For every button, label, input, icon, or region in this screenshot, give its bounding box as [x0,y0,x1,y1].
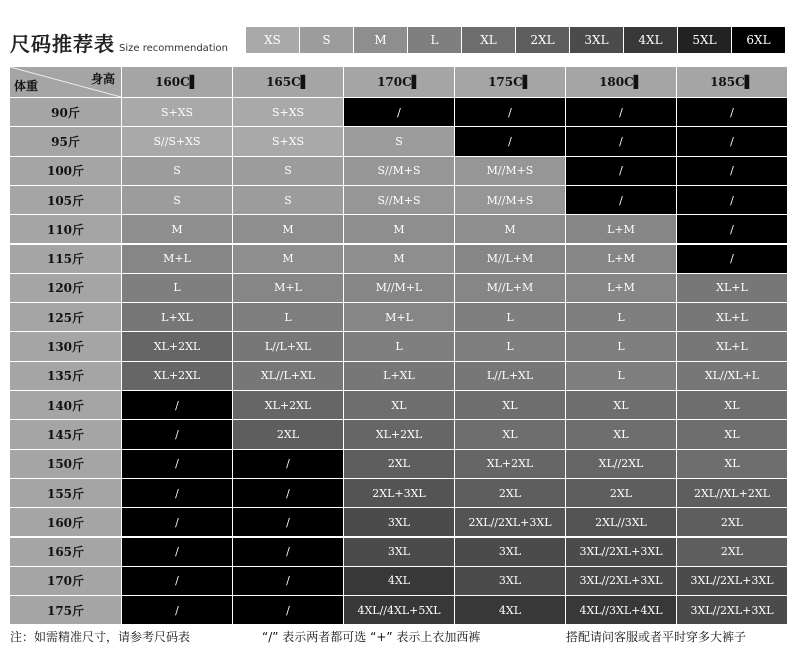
row-weight-label: 130斤 [10,332,121,360]
table-cell: L [344,332,454,360]
table-cell: S [233,186,343,214]
table-cell: / [122,450,232,478]
table-cell: XL+L [677,274,787,302]
table-cell: 4XL [344,567,454,595]
row-weight-label: 120斤 [10,274,121,302]
row-weight-label: 115斤 [10,245,121,273]
title-main: 尺码推荐表 [10,32,115,56]
table-cell: L [566,303,676,331]
table-cell: XL [677,391,787,419]
table-cell: / [566,157,676,185]
table-cell: L [566,362,676,390]
table-cell: M+L [122,245,232,273]
table-cell: / [122,596,232,624]
table-cell: / [233,596,343,624]
row-weight-label: 100斤 [10,157,121,185]
table-cell: 2XL [344,450,454,478]
footer-note-legend: “/” 表示两者都可选 “+” 表示上衣加西裤 [262,630,481,644]
table-cell: / [677,98,787,126]
table-cell: XL//L+XL [233,362,343,390]
table-cell: S//M+S [344,186,454,214]
table-cell: / [455,98,565,126]
row-weight-label: 150斤 [10,450,121,478]
table-cell: M+L [233,274,343,302]
table-cell: XL [455,391,565,419]
table-cell: / [233,479,343,507]
size-scale-bar [246,27,786,53]
table-cell: 2XL//XL+2XL [677,479,787,507]
table-cell: / [566,127,676,155]
table-cell: / [677,245,787,273]
table-cell: M [455,215,565,243]
table-cell: XL+2XL [455,450,565,478]
table-cell: S [233,157,343,185]
size-bar-6xl: 6XL [732,27,785,53]
table-cell: 2XL//2XL+3XL [455,508,565,536]
table-cell: / [122,479,232,507]
table-corner [10,67,121,97]
table-cell: / [455,127,565,155]
table-cell: 2XL//3XL [566,508,676,536]
table-cell: S+XS [233,127,343,155]
table-cell: / [233,538,343,566]
table-cell: 2XL [677,538,787,566]
size-bar-m: M [354,27,407,53]
table-cell: 3XL//2XL+3XL [677,567,787,595]
row-weight-label: 175斤 [10,596,121,624]
table-cell: / [233,450,343,478]
table-cell: L [566,332,676,360]
table-cell: L [233,303,343,331]
column-header: 185C▌ [677,67,787,97]
table-cell: L [455,332,565,360]
table-cell: / [677,157,787,185]
title-subtitle: Size recommendation [119,43,228,54]
row-weight-label: 90斤 [10,98,121,126]
table-cell: / [566,98,676,126]
table-cell: 4XL//3XL+4XL [566,596,676,624]
table-cell: 3XL [455,538,565,566]
row-weight-label: 170斤 [10,567,121,595]
table-cell: S//S+XS [122,127,232,155]
table-cell: 2XL [455,479,565,507]
row-weight-label: 125斤 [10,303,121,331]
row-weight-label: 135斤 [10,362,121,390]
table-cell: / [344,98,454,126]
table-cell: / [122,420,232,448]
table-cell: M [344,215,454,243]
footer-note-precise: 注：如需精准尺寸，请参考尺码表 [10,630,191,644]
table-cell: 3XL [455,567,565,595]
row-weight-label: 160斤 [10,508,121,536]
table-cell: M [344,245,454,273]
table-cell: 3XL//2XL+3XL [566,538,676,566]
row-weight-label: 95斤 [10,127,121,155]
table-cell: M+L [344,303,454,331]
table-cell: L+XL [122,303,232,331]
table-cell: S+XS [122,98,232,126]
table-cell: / [233,508,343,536]
table-cell: L+M [566,245,676,273]
table-cell: M//M+S [455,157,565,185]
table-cell: M [233,215,343,243]
table-cell: 2XL+3XL [344,479,454,507]
table-cell: XL [566,391,676,419]
table-cell: / [233,567,343,595]
column-header: 170C▌ [344,67,454,97]
size-bar-xl: XL [462,27,515,53]
size-bar-l: L [408,27,461,53]
table-cell: XL [566,420,676,448]
footer-note-service: 搭配请问客服或者平时穿多大裤子 [566,630,747,644]
table-cell: XL [677,450,787,478]
table-cell: 2XL [233,420,343,448]
table-cell: XL [344,391,454,419]
row-weight-label: 140斤 [10,391,121,419]
table-cell: L [122,274,232,302]
table-cell: / [122,508,232,536]
size-bar-xs: XS [246,27,299,53]
table-cell: / [677,186,787,214]
table-cell: / [122,391,232,419]
table-cell: / [677,215,787,243]
table-cell: L+M [566,274,676,302]
table-cell: 4XL [455,596,565,624]
table-cell: L [455,303,565,331]
table-cell: XL+2XL [344,420,454,448]
table-cell: 3XL//2XL+3XL [566,567,676,595]
size-bar-2xl: 2XL [516,27,569,53]
table-cell: / [677,127,787,155]
size-bar-3xl: 3XL [570,27,623,53]
table-cell: L+XL [344,362,454,390]
corner-height-label: 身高 [90,72,115,86]
column-header: 165C▌ [233,67,343,97]
table-cell: XL [677,420,787,448]
table-cell: L//L+XL [455,362,565,390]
table-cell: 3XL [344,538,454,566]
table-cell: / [566,186,676,214]
table-cell: S [122,186,232,214]
row-weight-label: 105斤 [10,186,121,214]
table-cell: M//M+L [344,274,454,302]
table-cell: XL+2XL [122,332,232,360]
table-cell: XL+L [677,303,787,331]
table-cell: M//L+M [455,245,565,273]
table-cell: M//M+S [455,186,565,214]
row-weight-label: 110斤 [10,215,121,243]
table-cell: M//L+M [455,274,565,302]
table-cell: 2XL [677,508,787,536]
column-header: 160C▌ [122,67,232,97]
table-cell: 3XL//2XL+3XL [677,596,787,624]
table-cell: XL [455,420,565,448]
table-cell: XL//2XL [566,450,676,478]
column-header: 180C▌ [566,67,676,97]
table-cell: S [344,127,454,155]
row-weight-label: 145斤 [10,420,121,448]
table-cell: XL+2XL [233,391,343,419]
size-bar-5xl: 5XL [678,27,731,53]
size-bar-4xl: 4XL [624,27,677,53]
corner-weight-label: 体重 [14,79,39,93]
table-cell: / [122,538,232,566]
table-cell: XL//XL+L [677,362,787,390]
row-weight-label: 155斤 [10,479,121,507]
table-cell: 2XL [566,479,676,507]
table-cell: XL+2XL [122,362,232,390]
table-cell: M [122,215,232,243]
table-cell: S [122,157,232,185]
table-cell: S//M+S [344,157,454,185]
table-cell: / [122,567,232,595]
table-cell: S+XS [233,98,343,126]
table-cell: 4XL//4XL+5XL [344,596,454,624]
row-weight-label: 165斤 [10,538,121,566]
page-title [10,28,228,54]
table-cell: L//L+XL [233,332,343,360]
table-cell: L+M [566,215,676,243]
table-cell: 3XL [344,508,454,536]
size-bar-s: S [300,27,353,53]
table-cell: M [233,245,343,273]
table-cell: XL+L [677,332,787,360]
column-header: 175C▌ [455,67,565,97]
